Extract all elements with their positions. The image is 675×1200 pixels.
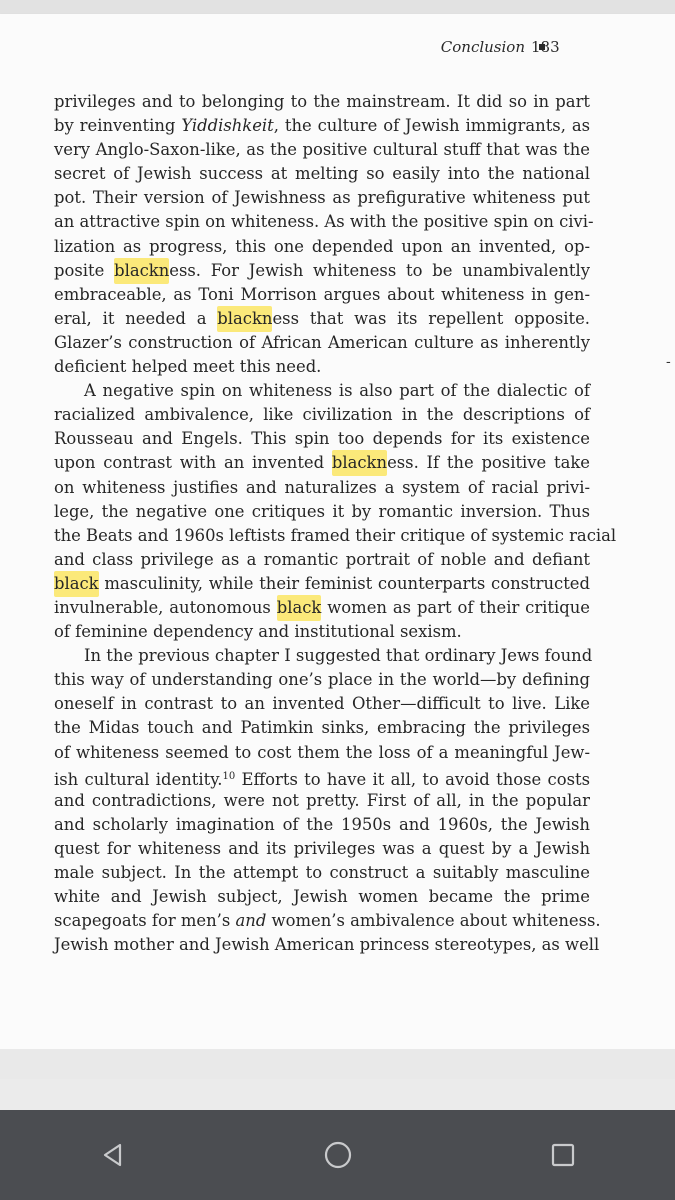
text-line: and contradictions, were not pretty. First of all, in the popular <box>54 790 590 810</box>
text-line: lege, the negative one critiques it by romantic inversion. Thus <box>54 501 590 521</box>
body-text <box>54 90 617 957</box>
highlight[interactable]: black <box>54 571 99 597</box>
text-line: secret of Jewish success at melting so easily into the national <box>54 164 590 184</box>
highlight[interactable]: blackn <box>332 450 387 476</box>
text-line: scapegoats for men’s and women’s ambivalence about whiteness. <box>54 911 601 931</box>
text-line: lization as progress, this one depended upon an invented, op- <box>54 236 590 256</box>
text-line: quest for whiteness and its privileges was a quest by a Jewish <box>54 838 590 858</box>
text-line: posite blackness. For Jewish whiteness to be unambivalently <box>54 259 590 283</box>
text-line: the Beats and 1960s leftists framed their critique of systemic racial <box>54 525 617 545</box>
page-number: 183 <box>531 38 560 56</box>
text-line: In the previous chapter I suggested that ordinary Jews found <box>84 646 593 666</box>
book-page[interactable] <box>0 14 675 1049</box>
text-line: privileges and to belonging to the mainstream. It did so in part <box>54 92 590 111</box>
text-line: racialized ambivalence, like civilization in the descriptions of <box>54 405 590 425</box>
text-line: upon contrast with an invented blackness. If the positive take <box>54 451 590 475</box>
text-line: by reinventing Yiddishkeit, the culture of Jewish immigrants, as <box>54 116 590 136</box>
text-line: embraceable, as Toni Morrison argues about whiteness in gen- <box>54 284 590 304</box>
android-nav-bar <box>0 1110 675 1200</box>
recents-square-icon <box>548 1140 578 1170</box>
home-button[interactable] <box>308 1125 368 1185</box>
highlight[interactable]: blackn <box>217 306 272 332</box>
back-button[interactable] <box>83 1125 143 1185</box>
text-line: and class privilege as a romantic portrait of noble and defiant <box>54 549 590 569</box>
text-line: white and Jewish subject, Jewish women became the prime <box>54 887 590 907</box>
text-line: oneself in contrast to an invented Other—difficult to live. Like <box>54 694 590 714</box>
running-title: Conclusion <box>440 38 525 56</box>
recents-button[interactable] <box>533 1125 593 1185</box>
text-line: deficient helped meet this need. <box>54 357 322 377</box>
margin-mark: - <box>666 354 671 370</box>
highlight[interactable]: black <box>277 595 322 621</box>
text-line: Rousseau and Engels. This spin too depends for its existence <box>54 429 590 449</box>
home-circle-icon <box>322 1139 354 1171</box>
text-line: male subject. In the attempt to construct a suitably masculine <box>54 863 590 882</box>
text-line: A negative spin on whiteness is also part of the dialectic of <box>84 381 590 401</box>
text-line: and scholarly imagination of the 1950s and 1960s, the Jewish <box>54 814 590 834</box>
page-gap <box>0 1049 675 1079</box>
text-line: this way of understanding one’s place in the world—by defining <box>54 670 590 690</box>
text-line: of feminine dependency and institutional sexism. <box>54 622 462 642</box>
italic-term: and <box>235 911 267 931</box>
text-line: on whiteness justifies and naturalizes a system of racial privi- <box>54 477 590 497</box>
italic-term: Yiddishkeit <box>181 116 274 136</box>
text-line: Glazer’s construction of African American culture as inherently <box>54 332 590 352</box>
back-triangle-icon <box>98 1140 128 1170</box>
text-line: black masculinity, while their feminist counterparts constructed <box>54 572 590 596</box>
text-line: eral, it needed a blackness that was its repellent opposite. <box>54 307 590 331</box>
highlight[interactable]: blackn <box>114 258 169 284</box>
text-line: of whiteness seemed to cost them the loss of a meaningful Jew- <box>54 742 590 762</box>
footnote-ref[interactable]: 10 <box>222 770 236 782</box>
text-line: very Anglo-Saxon-like, as the positive cultural stuff that was the <box>54 140 590 160</box>
text-line: an attractive spin on whiteness. As with the positive spin on civi- <box>54 212 594 232</box>
text-line: invulnerable, autonomous black women as part of their critique <box>54 596 590 620</box>
status-strip <box>0 0 675 14</box>
text-line: pot. Their version of Jewishness as prefigurative whiteness put <box>54 188 590 208</box>
text-line: Jewish mother and Jewish American princess stereotypes, as well <box>54 935 600 955</box>
text-line: ish cultural identity.$^{10}$ Efforts to have it all, to avoid those costs <box>54 769 590 789</box>
text-line: the Midas touch and Patimkin sinks, embracing the privileges <box>54 718 590 738</box>
